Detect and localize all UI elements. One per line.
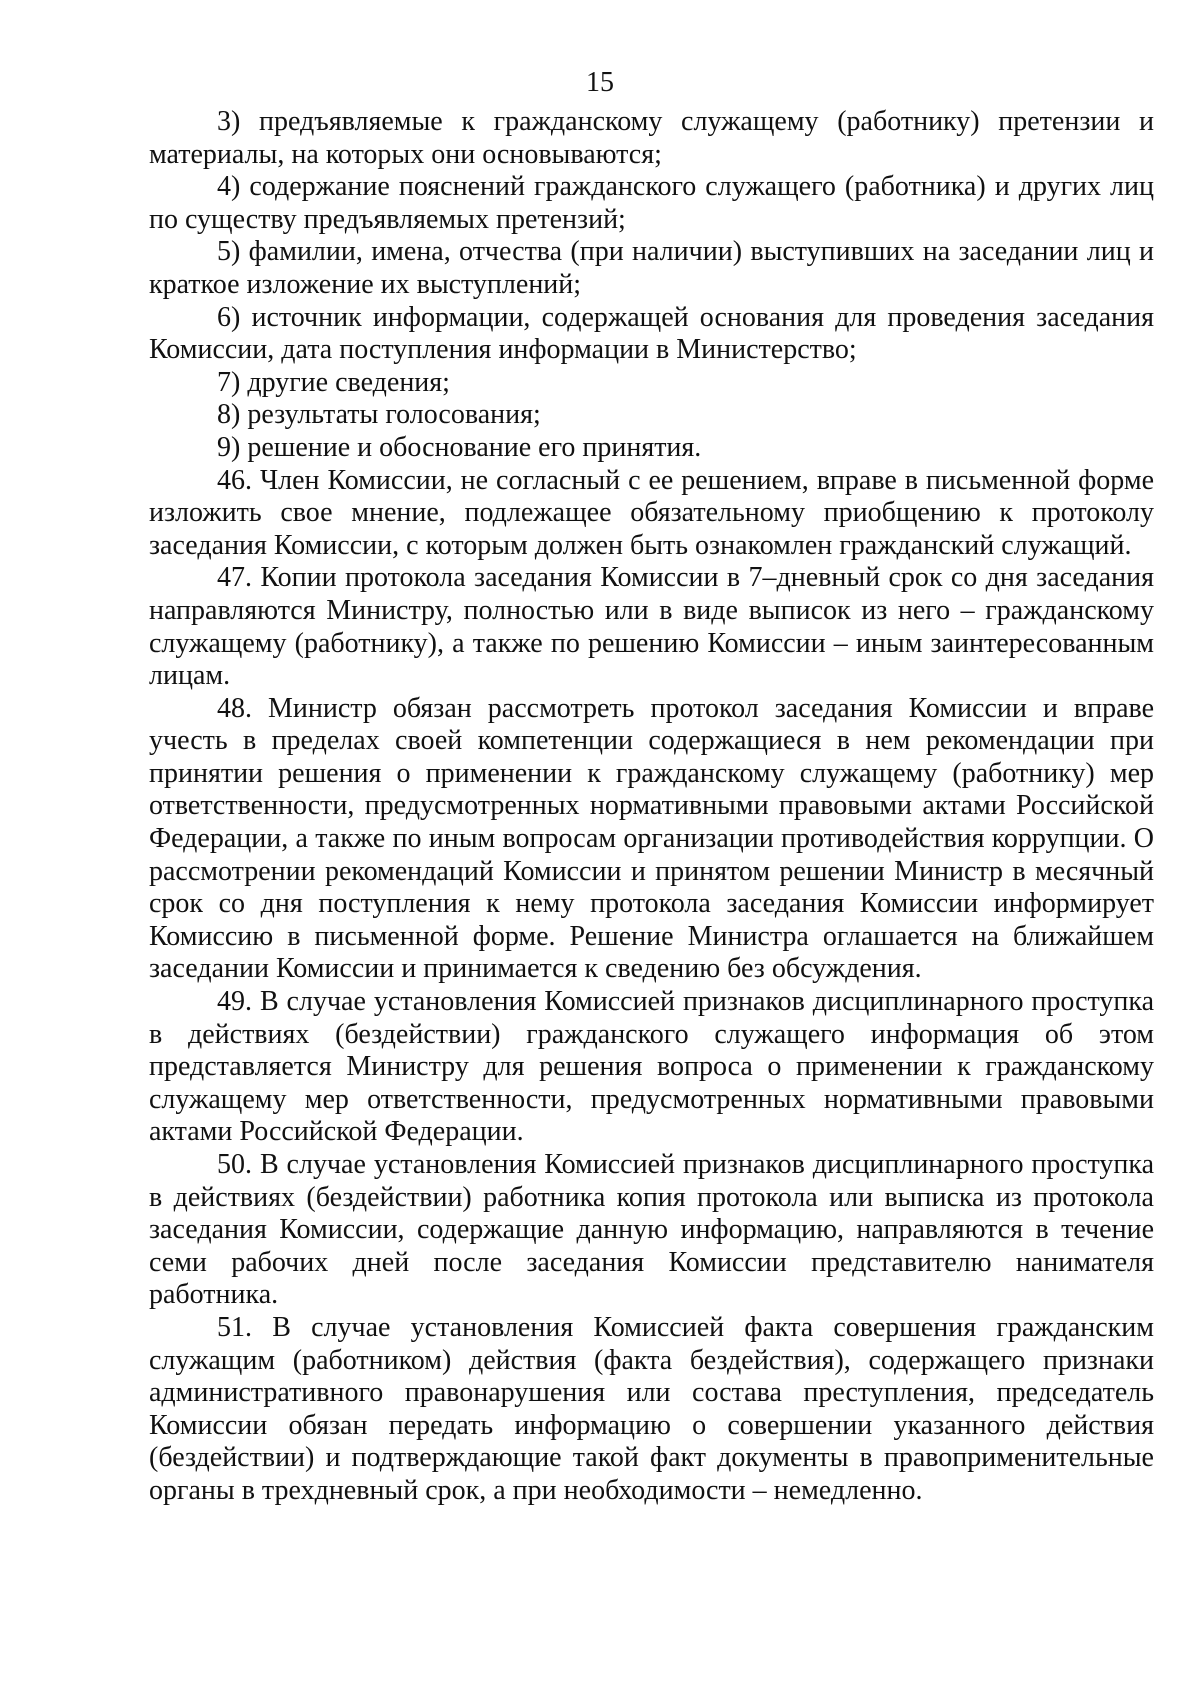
page-number: 15 <box>586 67 614 98</box>
clause-49: 49. В случае установления Комиссией признаков дисциплинарного проступка в действиях (бездействии) гражданского служащего информация об этом представляется Министру для решения вопроса о применении к гражданскому служащему мер ответственности, предусмотренных нормативными правовыми актами Российской Федерации. <box>149 986 1154 1148</box>
clause-46: 46. Член Комиссии, не согласный с ее решением, вправе в письменной форме изложить свое мнение, подлежащее обязательному приобщению к протоколу заседания Комиссии, с которым должен быть ознакомлен гражданский служащий. <box>149 464 1154 561</box>
list-item-5: 5) фамилии, имена, отчества (при наличии) выступивших на заседании лиц и краткое изложение их выступлений; <box>149 236 1154 300</box>
document-body <box>149 106 1154 1508</box>
list-item-7: 7) другие сведения; <box>217 366 450 398</box>
clause-47: 47. Копии протокола заседания Комиссии в 7–дневный срок со дня заседания направляются Министру, полностью или в виде выписок из него – гражданскому служащему (работнику), а также по решению Комиссии – иным заинтересованным лицам. <box>149 562 1154 692</box>
list-item-6: 6) источник информации, содержащей основания для проведения заседания Комиссии, дата поступления информации в Министерство; <box>149 301 1154 366</box>
list-item-3: 3) предъявляемые к гражданскому служащему (работнику) претензии и материалы, на которых они основываются; <box>149 106 1154 170</box>
list-item-9: 9) решение и обоснование его принятия. <box>217 431 702 463</box>
list-item-8: 8) результаты голосования; <box>217 399 541 431</box>
clause-50: 50. В случае установления Комиссией признаков дисциплинарного проступка в действиях (бездействии) работника копия протокола или выписка из протокола заседания Комиссии, содержащие данную информацию, направляются в течение семи рабочих дней после заседания Комиссии представителю нанимателя работника. <box>149 1149 1154 1311</box>
clause-48: 48. Министр обязан рассмотреть протокол заседания Комиссии и вправе учесть в пределах своей компетенции содержащиеся в нем рекомендации при принятии решения о применении к гражданскому служащему (работнику) мер ответственности, предусмотренных нормативными правовыми актами Российской Федерации, а также по иным вопросам организации противодействия коррупции. О рассмотрении рекомендаций Комиссии и принятом решении Министр в месячный срок со дня поступления к нему протокола заседания Комиссии информирует Комиссию в письменной форме. Решение Министра оглашается на ближайшем заседании Комиссии и принимается к сведению без обсуждения. <box>149 692 1154 985</box>
clause-51: 51. В случае установления Комиссией факта совершения гражданским служащим (работником) действия (факта бездействия), содержащего признаки административного правонарушения или состава преступления, председатель Комиссии обязан передать информацию о совершении указанного действия (бездействии) и подтверждающие такой факт документы в правоприменительные органы в трехдневный срок, а при необходимости – немедленно. <box>149 1311 1154 1506</box>
list-item-4: 4) содержание пояснений гражданского служащего (работника) и других лиц по существу предъявляемых претензий; <box>149 171 1154 235</box>
